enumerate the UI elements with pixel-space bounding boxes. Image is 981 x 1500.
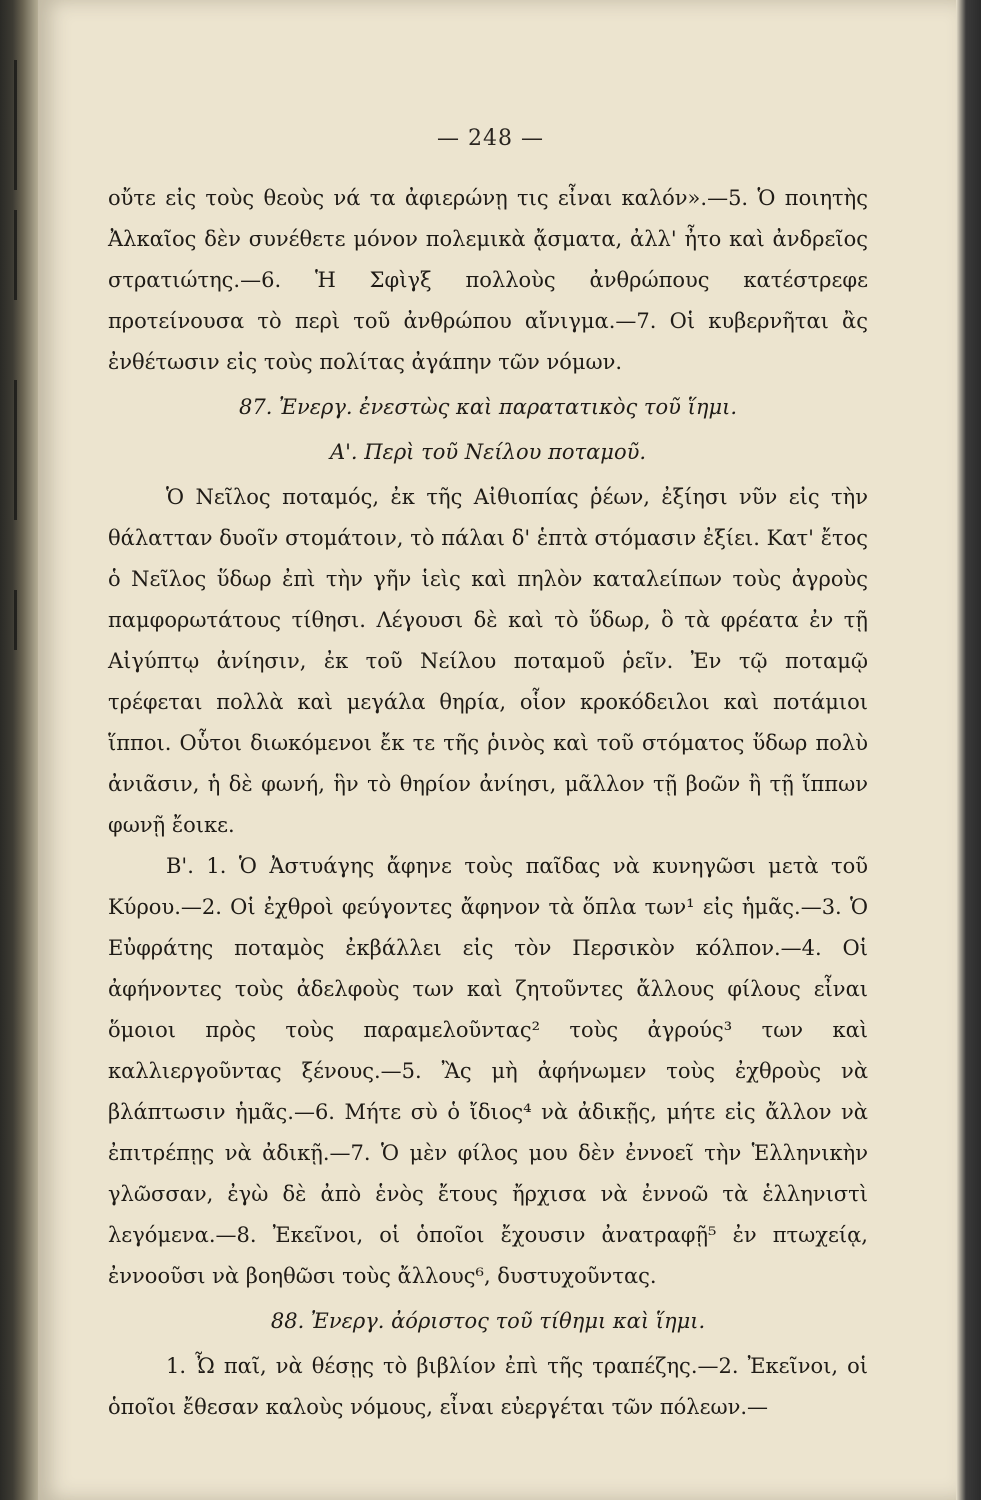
section-heading-87: 87. Ἐνεργ. ἐνεστὼς καὶ παρατατικὸς τοῦ ἵημι.	[238, 395, 738, 419]
book-gutter	[0, 0, 42, 1500]
paragraph-nile: Ὁ Νεῖλος ποταμός, ἐκ τῆς Αἰθιοπίας ῥέων, ἐξίησι νῦν εἰς τὴν θάλατταν δυοῖν στομάτοιν, τὸ πάλαι δ' ἑπτὰ στόμασιν ἐξίει. Κατ' ἔτος ὁ Νεῖλος ὕδωρ ἐπὶ τὴν γῆν ἱεὶς καὶ πηλὸν καταλείπων τοὺς ἀγροὺς παμφορωτάτους τίθησι. Λέγουσι δὲ καὶ τὸ ὕδωρ, ὃ τὰ φρέατα ἐν τῇ Αἰγύπτῳ ἀνίησιν, ἐκ τοῦ Νείλου ποταμοῦ ῥεῖν. Ἐν τῷ ποταμῷ τρέφεται πολλὰ καὶ μεγάλα θηρία, οἷον κροκόδειλοι καὶ ποτάμιοι ἵπποι. Οὗτοι διωκόμενοι ἔκ τε τῆς ῥινὸς καὶ τοῦ στόματος ὕδωρ πολὺ ἀνιᾶσιν, ἡ δὲ φωνή, ἣν τὸ θηρίον ἀνίησι, μᾶλλον τῇ βοῶν ἢ τῇ ἵππων φωνῇ ἔοικε.	[108, 485, 868, 837]
page-body	[108, 178, 868, 1428]
gutter-shadow	[14, 60, 17, 190]
gutter-shadow	[14, 380, 17, 520]
page-number: — 248 —	[437, 126, 544, 151]
right-page-edge	[956, 0, 981, 1500]
section-heading-88: 88. Ἐνεργ. ἀόριστος τοῦ τίθημι καὶ ἵημι.	[270, 1309, 706, 1333]
paragraph-exercise-88: 1. Ὦ παῖ, νὰ θέσῃς τὸ βιβλίον ἐπὶ τῆς τραπέζης.—2. Ἐκεῖνοι, οἱ ὁποῖοι ἔθεσαν καλοὺς νόμους, εἶναι εὐεργέται τῶν πόλεων.—	[108, 1354, 868, 1419]
gutter-shadow	[14, 210, 17, 300]
gutter-shadow	[14, 590, 17, 650]
paragraph-exercise-continuation: οὔτε εἰς τοὺς θεοὺς νά τα ἀφιερώνῃ τις εἶναι καλόν».—5. Ὁ ποιητὴς Ἀλκαῖος δὲν συνέθετε μόνον πολεμικὰ ᾄσματα, ἀλλ' ἦτο καὶ ἀνδρεῖος στρατιώτης.—6. Ἡ Σφὶγξ πολλοὺς ἀνθρώπους κατέστρεφε προτείνουσα τὸ περὶ τοῦ ἀνθρώπου αἴνιγμα.—7. Οἱ κυβερνῆται ἂς ἐνθέτωσιν εἰς τοὺς πολίτας ἀγάπην τῶν νόμων.	[108, 186, 868, 374]
paragraph-exercise-b: Β'. 1. Ὁ Ἀστυάγης ἄφηνε τοὺς παῖδας νὰ κυνηγῶσι μετὰ τοῦ Κύρου.—2. Οἱ ἐχθροὶ φεύγοντες ἄφηνον τὰ ὅπλα των¹ εἰς ἡμᾶς.—3. Ὁ Εὐφράτης ποταμὸς ἐκβάλλει εἰς τὸν Περσικὸν κόλπον.—4. Οἱ ἀφήνοντες τοὺς ἀδελφοὺς των καὶ ζητοῦντες ἄλλους φίλους εἶναι ὅμοιοι πρὸς τοὺς παραμελοῦντας² τοὺς ἀγρούς³ των καὶ καλλιεργοῦντας ξένους.—5. Ἂς μὴ ἀφήνωμεν τοὺς ἐχθροὺς νὰ βλάπτωσιν ἡμᾶς.—6. Μήτε σὺ ὁ ἴδιος⁴ νὰ ἀδικῇς, μήτε εἰς ἄλλον νὰ ἐπιτρέπῃς νὰ ἀδικῇ.—7. Ὁ μὲν φίλος μου δὲν ἐννοεῖ τὴν Ἑλληνικὴν γλῶσσαν, ἐγὼ δὲ ἀπὸ ἑνὸς ἔτους ἤρχισα νὰ ἐννοῶ τὰ ἑλληνιστὶ λεγόμενα.—8. Ἐκεῖνοι, οἱ ὁποῖοι ἔχουσιν ἀνατραφῇ⁵ ἐν πτωχείᾳ, ἐννοοῦσι νὰ βοηθῶσι τοὺς ἄλλους⁶, δυστυχοῦντας.	[108, 854, 868, 1288]
subsection-heading-87a: Α'. Περὶ τοῦ Νείλου ποταμοῦ.	[329, 440, 647, 464]
